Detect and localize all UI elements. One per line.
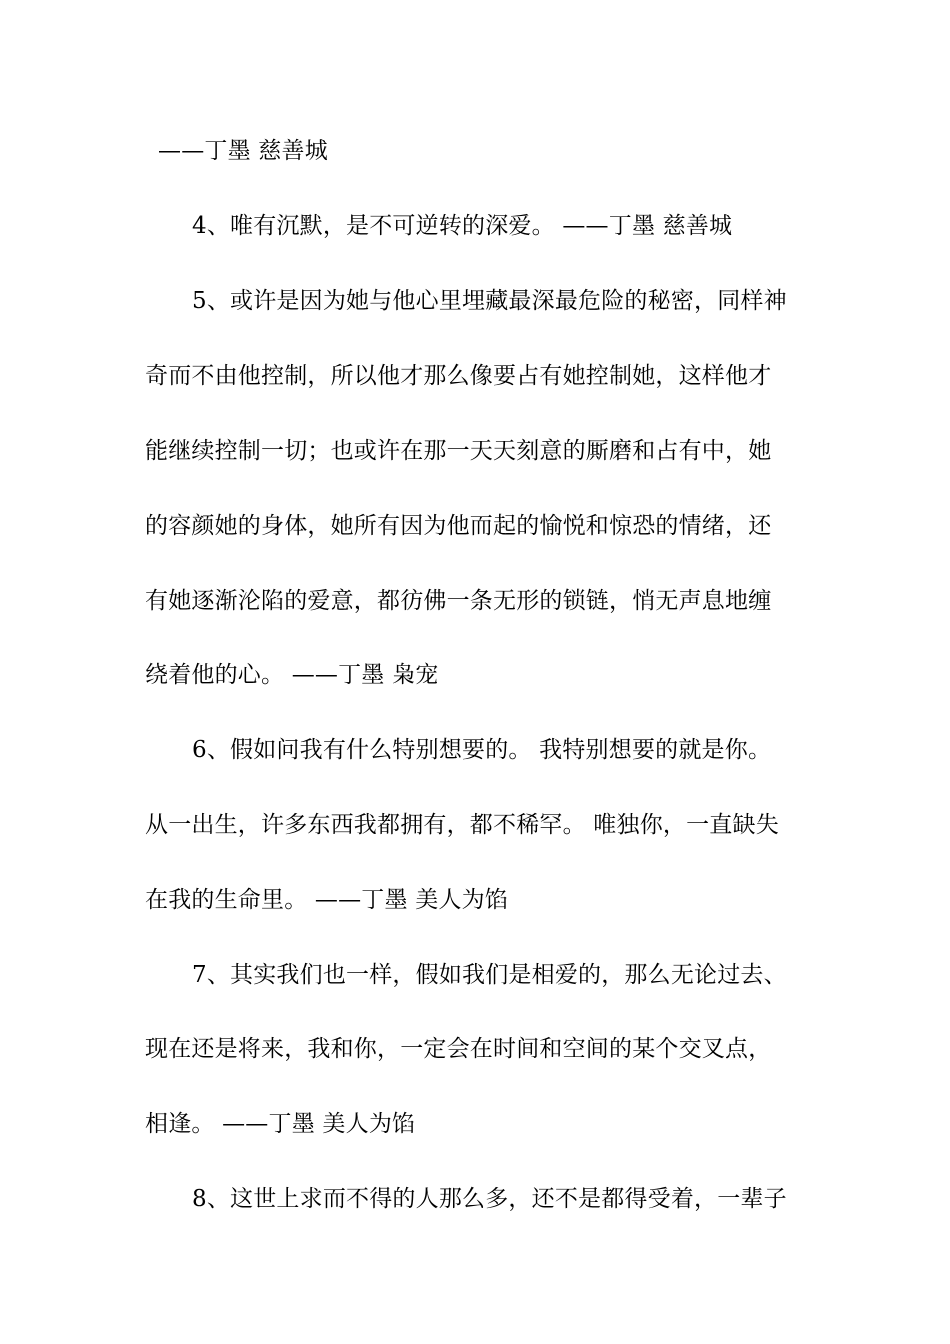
quote-5-line-6: 绕着他的心。 ——丁墨 枭宠	[145, 662, 439, 688]
quote-6-line-1: 6、假如问我有什么特别想要的。 我特别想要的就是你。	[192, 737, 772, 763]
quote-7-line-2: 现在还是将来，我和你，一定会在时间和空间的某个交叉点，	[145, 1036, 772, 1062]
quote-5-line-3: 能继续控制一切；也或许在那一天天刻意的厮磨和占有中，她	[145, 438, 772, 464]
quote-6-line-3: 在我的生命里。 ——丁墨 美人为馅	[145, 887, 509, 913]
quote-5-line-1: 5、或许是因为她与他心里埋藏最深最危险的秘密，同样神	[192, 288, 787, 314]
quote-attribution-line: ——丁墨 慈善城	[158, 138, 328, 164]
quote-4-line: 4、唯有沉默，是不可逆转的深爱。 ——丁墨 慈善城	[192, 213, 733, 239]
quote-5-line-2: 奇而不由他控制，所以他才那么像要占有她控制她，这样他才	[145, 363, 772, 389]
quote-7-line-1: 7、其实我们也一样，假如我们是相爱的，那么无论过去、	[192, 962, 787, 988]
quote-5-line-4: 的容颜她的身体，她所有因为他而起的愉悦和惊恐的情绪，还	[145, 513, 772, 539]
quote-7-line-3: 相逢。 ——丁墨 美人为馅	[145, 1111, 416, 1137]
quote-6-line-2: 从一出生，许多东西我都拥有，都不稀罕。 唯独你，一直缺失	[145, 812, 779, 838]
quote-5-line-5: 有她逐渐沦陷的爱意，都彷佛一条无形的锁链，悄无声息地缠	[145, 588, 772, 614]
quote-8-line-1: 8、这世上求而不得的人那么多，还不是都得受着，一辈子	[192, 1186, 787, 1212]
